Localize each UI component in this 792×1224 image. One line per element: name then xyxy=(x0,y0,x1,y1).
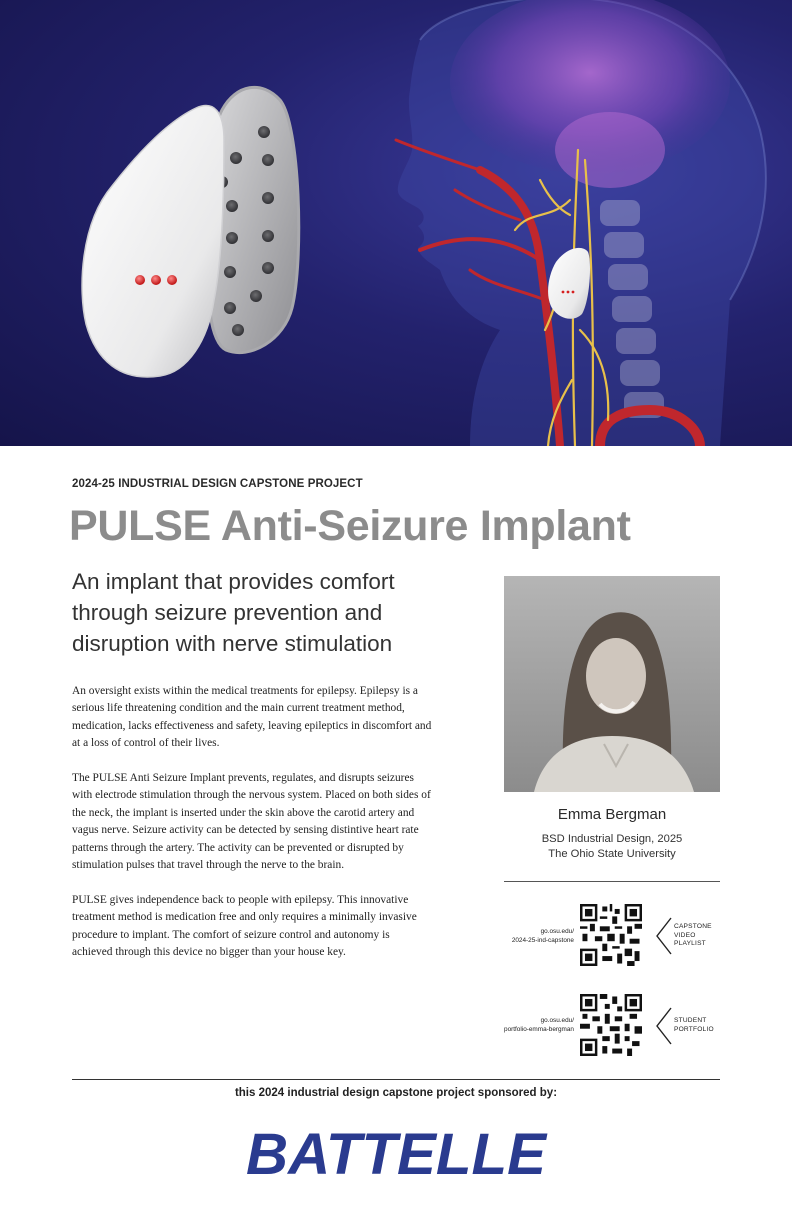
implant-device-front-icon xyxy=(82,106,224,377)
body-paragraph: An oversight exists within the medical treatments for epilepsy. Epilepsy is a serious life threatening condition and the main current treatment method, medication, lacks effectiveness and safety, leaving epileptics in discomfort and at a loss of control of their lives. xyxy=(72,685,432,750)
body-paragraph: PULSE gives independence back to people with epilepsy. This innovative treatment method is medication free and only requires a minimally invasive procedure to implant. The comfort of seizure control and autonomy is achieved through this device no bigger than your house key. xyxy=(72,893,417,959)
designer-degree: BSD Industrial Design, 2025 xyxy=(541,833,683,845)
project-kicker: 2024-25 INDUSTRIAL DESIGN CAPSTONE PROJECT xyxy=(72,478,363,490)
qr-url-line: go.osu.edu/ xyxy=(540,928,574,935)
designer-credentials xyxy=(504,832,720,862)
hero-illustration xyxy=(0,0,792,446)
qr-label-capstone xyxy=(674,923,712,949)
page-title: PULSE Anti-Seizure Implant xyxy=(69,502,631,550)
qr-label-line: PLAYLIST xyxy=(674,940,706,947)
qr-label-line: STUDENT xyxy=(674,1017,707,1024)
qr-url-portfolio[interactable] xyxy=(500,1017,574,1034)
divider xyxy=(504,881,720,882)
designer-name: Emma Bergman xyxy=(557,806,667,823)
qr-label-portfolio xyxy=(674,1017,714,1034)
qr-url-capstone[interactable] xyxy=(500,928,574,945)
qr-label-line: PORTFOLIO xyxy=(674,1025,714,1033)
battelle-logo xyxy=(244,1126,548,1182)
designer-portrait xyxy=(504,576,720,792)
chevron-left-icon xyxy=(655,917,673,955)
body-paragraph: The PULSE Anti Seizure Implant prevents, regulates, and disrupts seizures with electrode stimulation through the nervous system. Placed on both sides of the neck, the implant is inserted under the skin above the carotid artery and vagus nerve. Seizure activity can be detected by sensing distintive heart rate patterns through the artery. The activity can be prevented or disrupted by stimulation pulses that travel through the nerve to the brain. xyxy=(72,772,431,872)
qr-url-line: portfolio-emma-bergman xyxy=(504,1025,574,1033)
logo-wordmark: BATTELLE xyxy=(246,1126,548,1182)
qr-url-line: 2024-25-ind-capstone xyxy=(511,936,574,944)
qr-code-capstone-icon[interactable] xyxy=(580,904,642,966)
qr-url-line: go.osu.edu/ xyxy=(540,1017,574,1024)
page-subtitle: An implant that provides comfort through seizure prevention and disruption with nerve stimulation xyxy=(72,569,395,656)
chevron-left-icon xyxy=(655,1007,673,1045)
qr-label-line: VIDEO xyxy=(674,931,696,939)
body-copy xyxy=(72,683,432,979)
qr-label-line: CAPSTONE xyxy=(674,923,712,930)
designer-school: The Ohio State University xyxy=(548,848,676,860)
sponsor-text: this 2024 industrial design capstone project sponsored by: xyxy=(234,1087,558,1099)
footer-divider xyxy=(72,1079,720,1080)
qr-code-portfolio-icon[interactable] xyxy=(580,994,642,1056)
